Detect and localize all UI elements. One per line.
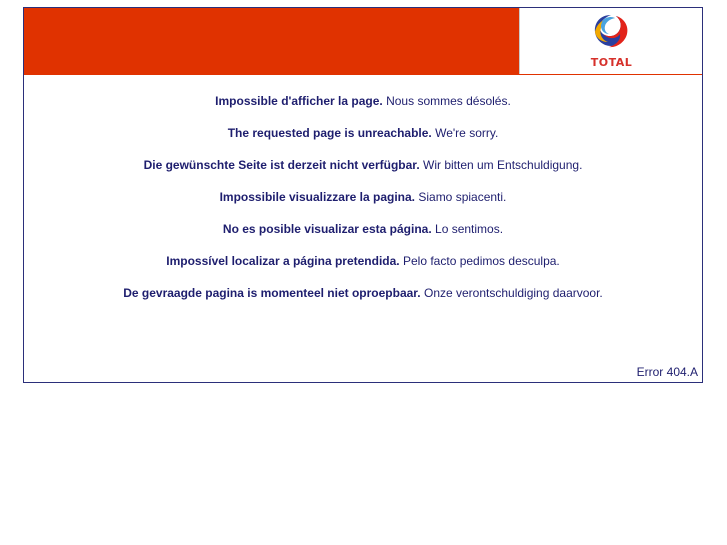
message-nl xyxy=(24,286,702,318)
header-rule xyxy=(24,74,702,75)
message-bold: The requested page is unreachable. xyxy=(227,126,432,140)
message-normal: Siamo spiacenti. xyxy=(418,190,507,204)
message-normal: Pelo facto pedimos desculpa. xyxy=(403,254,560,268)
logo-text: TOTAL xyxy=(590,56,633,69)
message-bold: De gevraagde pagina is momenteel niet oproepbaar. xyxy=(123,286,421,300)
message-bold: Impossível localizar a página pretendida. xyxy=(166,254,400,268)
message-es xyxy=(24,222,702,254)
message-normal: Onze verontschuldiging daarvoor. xyxy=(423,286,603,300)
message-bold: No es posible visualizar esta página. xyxy=(222,222,432,236)
message-bold: Impossible d'afficher la page. xyxy=(215,94,383,108)
message-list xyxy=(24,94,702,318)
message-normal: Nous sommes désolés. xyxy=(386,94,511,108)
message-it xyxy=(24,190,702,222)
error-code: Error 404.A xyxy=(636,365,698,379)
error-panel xyxy=(23,7,703,383)
message-en xyxy=(24,126,702,158)
message-normal: Lo sentimos. xyxy=(435,222,504,236)
red-banner xyxy=(24,8,519,75)
message-bold: Impossibile visualizzare la pagina. xyxy=(219,190,415,204)
message-de xyxy=(24,158,702,190)
header xyxy=(24,8,702,75)
logo-area xyxy=(519,8,702,75)
message-bold: Die gewünschte Seite ist derzeit nicht verfügbar. xyxy=(143,158,420,172)
message-fr xyxy=(24,94,702,126)
total-logo-icon xyxy=(590,12,632,52)
message-normal: We're sorry. xyxy=(435,126,499,140)
message-pt xyxy=(24,254,702,286)
message-normal: Wir bitten um Entschuldigung. xyxy=(423,158,583,172)
